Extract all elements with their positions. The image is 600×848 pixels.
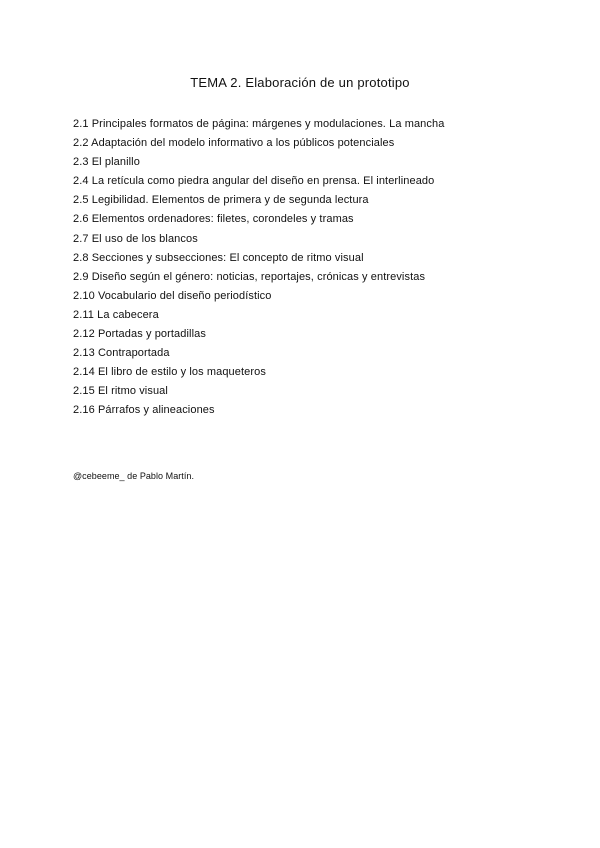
document-title: TEMA 2. Elaboración de un prototipo [190,75,410,90]
toc-item: 2.8 Secciones y subsecciones: El concepto de ritmo visual [73,251,364,264]
toc-item: 2.6 Elementos ordenadores: filetes, corondeles y tramas [73,213,354,226]
toc-item: 2.2 Adaptación del modelo informativo a los públicos potenciales [73,137,395,150]
toc-item: 2.9 Diseño según el género: noticias, reportajes, crónicas y entrevistas [73,270,426,283]
table-of-contents [73,115,533,421]
toc-item: 2.1 Principales formatos de página: márgenes y modulaciones. La mancha [73,118,445,130]
toc-item: 2.13 Contraportada [73,347,170,360]
toc-item: 2.3 El planillo [73,156,140,169]
toc-item: 2.11 La cabecera [73,308,159,321]
toc-item: 2.14 El libro de estilo y los maqueteros [73,366,266,379]
toc-item: 2.12 Portadas y portadillas [73,328,206,341]
toc-item: 2.4 La retícula como piedra angular del diseño en prensa. El interlineado [73,175,435,188]
author-credit: @cebeeme_ de Pablo Martín. [73,471,195,481]
toc-item: 2.15 El ritmo visual [73,385,168,398]
toc-item: 2.5 Legibilidad. Elementos de primera y de segunda lectura [73,194,369,207]
toc-item: 2.7 El uso de los blancos [73,232,198,245]
toc-item: 2.10 Vocabulario del diseño periodístico [73,289,272,302]
toc-item: 2.16 Párrafos y alineaciones [73,404,215,417]
